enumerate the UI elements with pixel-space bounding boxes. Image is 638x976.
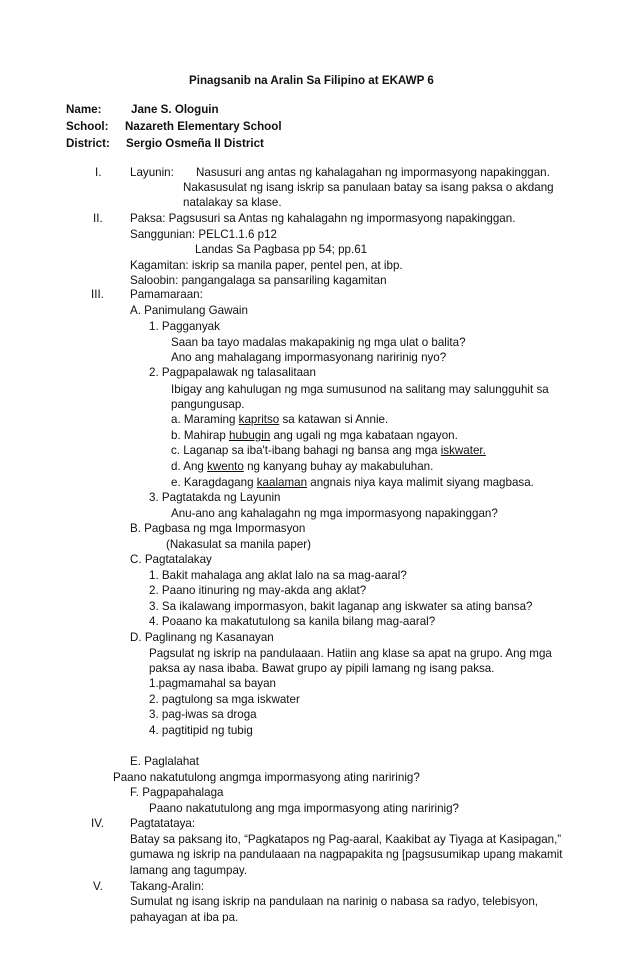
list-item-text: (Nakasulat sa manila paper) xyxy=(166,538,311,551)
materials-line: Kagamitan: iskrip sa manila paper, pentel pen, at ibp. xyxy=(130,259,403,272)
district-label: District: xyxy=(66,137,110,150)
section-3-number: III. xyxy=(91,288,104,301)
section-1-number: I. xyxy=(95,166,102,179)
section-2-number: II. xyxy=(93,212,103,225)
school-label: School: xyxy=(66,120,109,133)
section-4-label: Pagtatataya: xyxy=(130,817,196,830)
list-item: 2. Pagpapalawak ng talasalitaan xyxy=(149,366,316,379)
list-item-text: Ibigay ang kahulugan ng mga sumusunod na salitang may salungguhit sa xyxy=(171,383,549,396)
school-value: Nazareth Elementary School xyxy=(125,120,282,133)
list-item: 1.pagmamahal sa bayan xyxy=(149,677,276,690)
list-item-text: Paano nakatutulong angmga impormasyong ating naririnig? xyxy=(113,771,420,784)
vocab-item: b. Mahirap hubugin ang ugali ng mga kabataan ngayon. xyxy=(171,429,458,442)
vocab-item: a. Maraming kapritso sa katawan si Annie. xyxy=(171,413,389,426)
vocab-word: hubugin xyxy=(229,429,271,442)
evaluation-line: Batay sa paksang ito, “Pagkatapos ng Pag-aaral, Kaakibat ay Tiyaga at Kasipagan,” xyxy=(130,833,562,846)
subsection-heading: E. Paglalahat xyxy=(130,755,199,768)
list-item: 3. Pagtatakda ng Layunin xyxy=(149,491,281,504)
list-item-text: Pagsulat ng iskrip na pandulaaan. Hatiin ang klase sa apat na grupo. Ang mga xyxy=(149,647,552,660)
reference-line: Sanggunian: PELC1.1.6 p12 xyxy=(130,228,277,241)
list-item: 3. pag-iwas sa droga xyxy=(149,708,257,721)
vocab-item: d. Ang kwento ng kanyang buhay ay makabuluhan. xyxy=(171,460,434,473)
section-1-label: Layunin: xyxy=(130,166,174,179)
list-item: 1. Pagganyak xyxy=(149,320,220,333)
list-item: 1. Bakit mahalaga ang aklat lalo na sa mag-aaral? xyxy=(149,569,407,582)
vocab-word: kwento xyxy=(207,460,244,473)
objective-line: Nakasusulat ng isang iskrip sa panulaan batay sa isang paksa o akdang xyxy=(183,181,554,194)
list-item: 4. pagtitipid ng tubig xyxy=(149,724,253,737)
vocab-word: iskwater. xyxy=(440,444,486,457)
subsection-heading: B. Pagbasa ng mga Impormasyon xyxy=(130,522,306,535)
list-item: 4. Poaano ka makatutulong sa kanila bilang mag-aaral? xyxy=(149,615,436,628)
list-item-text: paksa ay nasa ibaba. Bawat grupo ay pipili lamang ng isang paksa. xyxy=(149,662,495,675)
vocab-item: e. Karagdagang kaalaman angnais niya kaya malimit siyang magbasa. xyxy=(171,476,534,489)
section-3-label: Pamamaraan: xyxy=(130,288,203,301)
list-item: 2. pagtulong sa mga iskwater xyxy=(149,693,300,706)
subsection-heading: F. Pagpapahalaga xyxy=(130,786,224,799)
evaluation-line: lamang ang tagumpay. xyxy=(130,864,248,877)
section-4-number: IV. xyxy=(91,817,105,830)
section-5-number: V. xyxy=(93,880,103,893)
assignment-line: pahayagan at iba pa. xyxy=(130,911,239,924)
values-line: Saloobin: pangangalaga sa pansariling kagamitan xyxy=(130,274,387,287)
reference-line: Landas Sa Pagbasa pp 54; pp.61 xyxy=(195,243,368,256)
section-5-label: Takang-Aralin: xyxy=(130,880,205,893)
list-item-text: Ano ang mahalagang impormasyonang naririnig nyo? xyxy=(171,351,447,364)
list-item-text: pangungusap. xyxy=(171,398,245,411)
name-label: Name: xyxy=(66,103,102,116)
objective-line: natalakay sa klase. xyxy=(183,196,282,209)
list-item-text: Anu-ano ang kahalagahn ng mga impormasyong napakinggan? xyxy=(171,507,498,520)
objective-line: Nasusuri ang antas ng kahalagahan ng impormasyong napakinggan. xyxy=(196,166,550,179)
evaluation-line: gumawa ng iskrip na pandulaaan na nagpapakita ng [pagsusumikap upang makamit xyxy=(130,848,563,861)
district-value: Sergio Osmeña II District xyxy=(126,137,264,150)
list-item-text: Paano nakatutulong ang mga impormasyong ating naririnig? xyxy=(149,802,460,815)
document-title: Pinagsanib na Aralin Sa Filipino at EKAWP 6 xyxy=(189,74,434,87)
list-item: 3. Sa ikalawang impormasyon, bakit laganap ang iskwater sa ating bansa? xyxy=(149,600,533,613)
name-value: Jane S. Ologuin xyxy=(131,103,219,116)
subsection-heading: D. Paglinang ng Kasanayan xyxy=(130,631,274,644)
topic-line: Paksa: Pagsusuri sa Antas ng kahalagahn ng impormasyong napakinggan. xyxy=(130,212,516,225)
vocab-item: c. Laganap sa iba't-ibang bahagi ng bansa ang mga iskwater. xyxy=(171,444,486,457)
assignment-line: Sumulat ng isang iskrip na pandulaan na narinig o nabasa sa radyo, telebisyon, xyxy=(130,895,538,908)
subsection-heading: A. Panimulang Gawain xyxy=(130,304,248,317)
vocab-word: kaalaman xyxy=(256,476,308,489)
list-item: 2. Paano itinuring ng may-akda ang aklat? xyxy=(149,584,367,597)
subsection-heading: C. Pagtatalakay xyxy=(130,553,212,566)
list-item-text: Saan ba tayo madalas makapakinig ng mga ulat o balita? xyxy=(171,336,466,349)
vocab-word: kapritso xyxy=(238,413,280,426)
